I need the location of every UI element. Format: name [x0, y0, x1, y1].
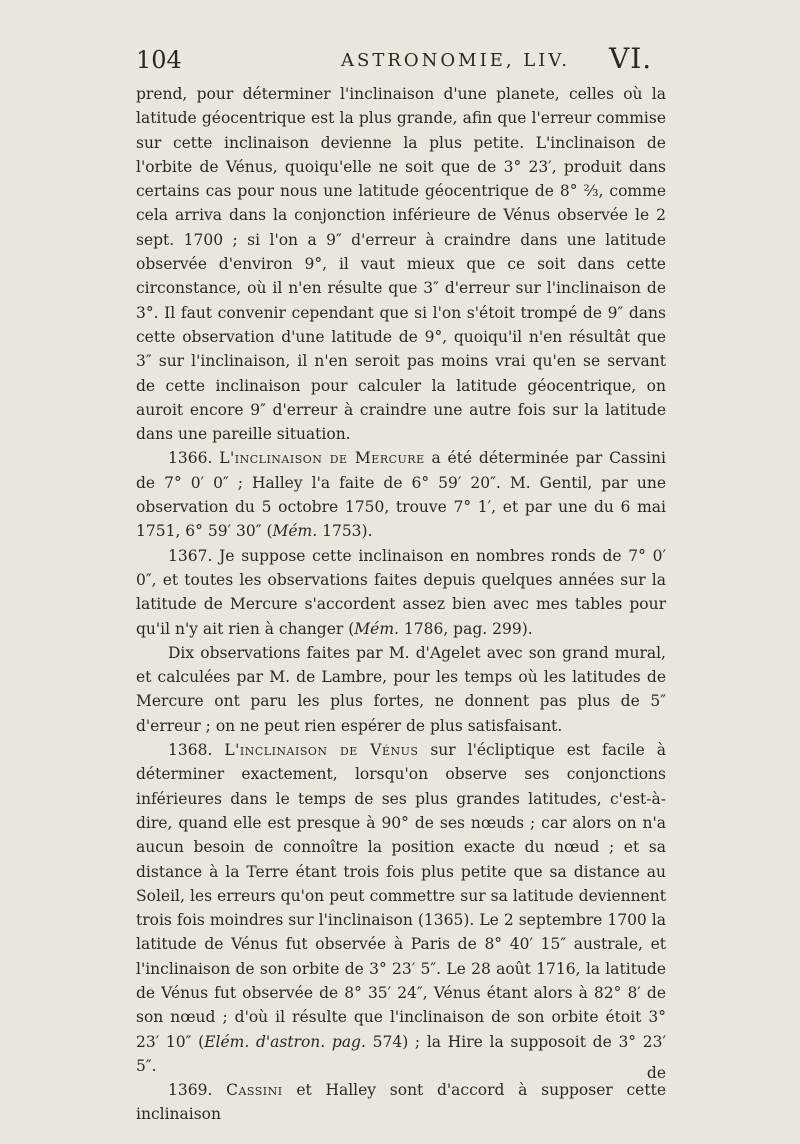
paragraph-text: 574) ; la Hire la supposoit de 3° 23′ 5″.	[136, 1032, 666, 1075]
catch-word: de	[646, 1064, 666, 1082]
section-number: VI.	[609, 42, 653, 75]
paragraph-text: sur l'écliptique est facile à déterminer exactement, lorsqu'on observe ses conjonctions inférieures dans le temps de ses plus grandes latitudes, c'est-à-dire, quand elle est presque à 90° de ses nœuds ; car alors on n'a aucun besoin de connoître la position exacte du nœud ; et sa distance à la Terre étant trois fois plus petite que sa distance au Soleil, les erreurs qu'on peut commettre sur sa latitude deviennent trois fois moindres sur l'inclinaison (1365). Le 2 septembre 1700 la latitude de Vénus fut observée à Paris de 8° 40′ 15″ australe, et l'inclinaison de son orbite de 3° 23′ 5″. Le 28 août 1716, la latitude de Vénus fut observée de 8° 35′ 24″, Vénus étant alors à 82° 8′ de son nœud ; d'où il résulte que l'inclinaison de son orbite étoit 3° 23′ 10″ (	[136, 741, 666, 1051]
paragraph-text: 1366.	[168, 449, 220, 468]
citation-text: Mém.	[354, 619, 399, 638]
paragraph	[136, 446, 666, 543]
citation-text: Mém.	[272, 522, 318, 541]
paragraph-text: prend, pour déterminer l'inclinaison d'une planete, celles où la latitude géocentrique est la plus grande, afin que l'erreur commise sur cette inclinaison devienne la plus petite. L'inclinaison de l'orbite de Vénus, quoiqu'elle ne soit que de 3° 23′, produit dans certains cas pour nous une latitude géocentrique de 8° ⅔, comme cela arriva dans la conjonction inférieure de Vénus observée le 2 sept. 1700 ; si l'on a 9″ d'erreur à craindre dans une latitude observée d'environ 9°, il vaut mieux que ce soit dans cette circonstance, où il n'en résulte que 3″ d'erreur sur l'inclinaison de 3°. Il faut convenir cependant que si l'on s'étoit trompé de 9″ dans cette observation d'une latitude de 9°, quoiqu'il n'en résultât que 3″ sur l'inclinaison, il n'en seroit pas moins vrai qu'en se servant de cette inclinaison pour calculer la latitude géocentrique, on auroit encore 9″ d'erreur à craindre une autre fois sur la latitude dans une pareille situation.	[136, 85, 666, 444]
section-heading-text: L'inclinaison de Vénus	[224, 741, 419, 760]
section-heading-text: L'inclinaison de Mercure	[219, 449, 425, 468]
paragraph-text: 1368.	[168, 741, 225, 760]
running-title: ASTRONOMIE, LIV.	[341, 50, 570, 71]
page-header	[136, 42, 666, 78]
paragraph-text: a été déterminée par Cassini de 7° 0′ 0″ ; Halley l'a faite de 6° 59′ 20″. M. Gentil, par une observation du 5 octobre 1750, trouve 7° 1′, et par une du 6 mai 1751, 6° 59′ 30″ (	[136, 449, 666, 541]
paragraph	[136, 82, 666, 446]
section-heading-text: Cassini	[226, 1081, 283, 1100]
paragraph-text: et Halley sont d'accord à supposer cette inclinaison	[136, 1081, 666, 1124]
paragraph-text: 1753).	[317, 522, 373, 541]
page-number: 104	[136, 46, 182, 74]
paragraph-text: 1369.	[168, 1081, 227, 1100]
paragraph-text: 1786, pag. 299).	[398, 619, 533, 638]
paragraph	[136, 738, 666, 1078]
paragraph	[136, 544, 666, 641]
paragraph-text: Dix observations faites par M. d'Agelet avec son grand mural, et calculées par M. de Lambre, pour les temps où les latitudes de Mercure ont paru les plus fortes, ne donnent pas plus de 5″ d'erreur ; on ne peut rien espérer de plus satisfaisant.	[136, 643, 666, 735]
citation-text: Elém. d'astron. pag.	[204, 1032, 366, 1051]
paragraph-text: 1367. Je suppose cette inclinaison en nombres ronds de 7° 0′ 0″, et toutes les observations faites depuis quelques années sur la latitude de Mercure s'accordent assez bien avec mes tables pour qu'il n'y ait rien à changer (	[136, 546, 666, 638]
paragraph	[136, 641, 666, 738]
body-text	[136, 82, 666, 1127]
paragraph	[136, 1078, 666, 1127]
